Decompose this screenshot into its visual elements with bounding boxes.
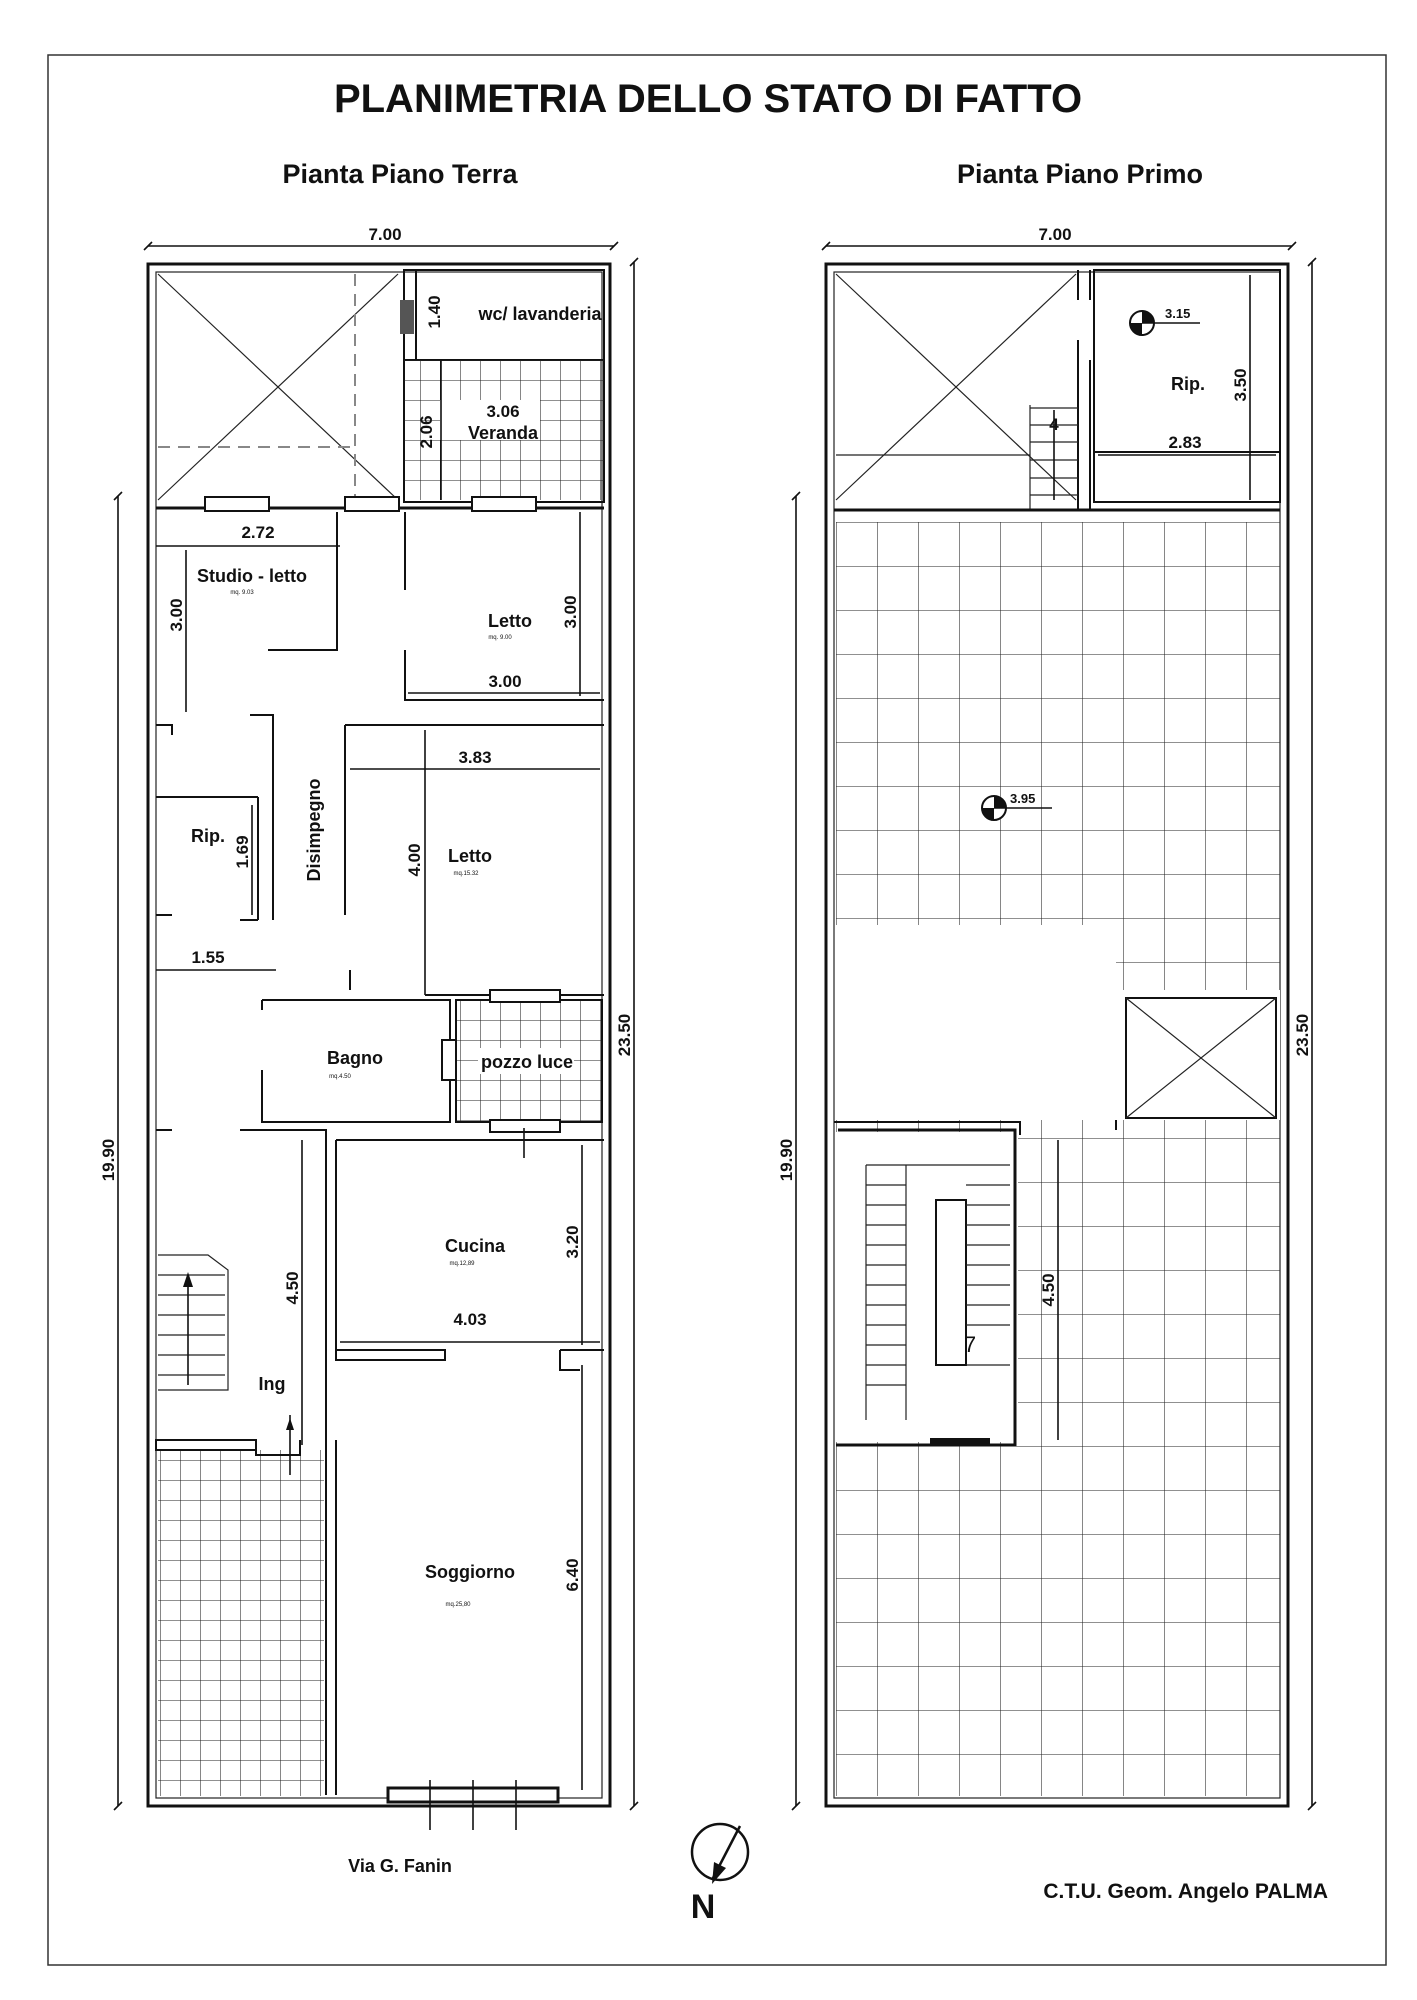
letto-2-height-dim: 4.00	[405, 843, 424, 877]
veranda-width-dim: 3.06	[486, 402, 520, 421]
soggiorno-height-dim: 6.40	[563, 1558, 582, 1592]
room-label-letto-1: Letto	[488, 611, 532, 631]
letto-1-width-dim: 3.00	[488, 672, 522, 691]
first-width-label: 7.00	[1038, 225, 1072, 244]
ground-left-length-label: 19.90	[99, 1138, 118, 1182]
north-label: N	[690, 1888, 716, 1926]
rip-first-width-dim: 2.83	[1168, 433, 1202, 452]
north-arrow-icon	[692, 1824, 748, 1884]
room-label-studio: Studio - letto	[197, 566, 307, 586]
room-label-cucina: Cucina	[444, 1236, 506, 1256]
soggiorno-area: mq.25,80	[445, 1602, 471, 1608]
letto-1-area: mq. 9.00	[488, 635, 512, 641]
cucina-area: mq.12,89	[449, 1261, 475, 1267]
wc-height-dim: 1.40	[425, 295, 444, 329]
ground-stairs	[158, 1255, 228, 1390]
signature: C.T.U. Geom. Angelo PALMA	[1043, 1880, 1328, 1903]
studio-height-dim: 3.00	[167, 598, 186, 632]
letto-2-area: mq.15.32	[453, 871, 479, 877]
cucina-width-dim: 4.03	[453, 1310, 487, 1329]
level-rip: 3.15	[1165, 306, 1191, 321]
level-terrace: 3.95	[1010, 791, 1036, 806]
first-floor-heading: Pianta Piano Primo	[956, 159, 1204, 189]
ground-floor-heading: Pianta Piano Terra	[282, 159, 518, 189]
ground-left-length-dimension	[99, 492, 122, 1810]
ground-right-length-dimension	[615, 258, 638, 1810]
ground-right-length-label: 23.50	[615, 1013, 634, 1057]
cucina-height-dim: 3.20	[563, 1225, 582, 1259]
ground-width-dimension	[144, 225, 618, 250]
stair-mark-top: 4	[1049, 415, 1059, 434]
first-left-length-label: 19.90	[777, 1138, 796, 1182]
street-label: Via G. Fanin	[348, 1856, 452, 1876]
rip-height-dim: 1.69	[233, 835, 252, 869]
page-title: PLANIMETRIA DELLO STATO DI FATTO	[333, 77, 1083, 121]
room-label-rip-first: Rip.	[1171, 374, 1205, 394]
ground-floor-plan	[99, 225, 638, 1876]
bagno-area: mq.4.50	[329, 1074, 351, 1080]
ground-width-label: 7.00	[368, 225, 402, 244]
first-floor-plan	[777, 225, 1316, 1810]
room-label-rip: Rip.	[191, 826, 225, 846]
room-label-ingresso: Ing	[258, 1374, 286, 1394]
stair-mark: 7	[963, 1332, 977, 1357]
room-label-letto-2: Letto	[448, 846, 492, 866]
room-label-veranda: Veranda	[467, 423, 539, 443]
first-right-length-dimension	[1293, 258, 1316, 1810]
room-label-wc: wc/ lavanderia	[478, 304, 602, 324]
room-label-pozzo-luce: pozzo luce	[480, 1052, 574, 1072]
ingresso-height-dim: 4.50	[283, 1271, 302, 1305]
letto-2-width-dim: 3.83	[458, 748, 492, 767]
letto-1-height-dim: 3.00	[561, 595, 580, 629]
rip-first-height-dim: 3.50	[1231, 368, 1250, 402]
room-label-disimpegno: Disimpegno	[304, 778, 324, 882]
first-width-dimension	[822, 225, 1296, 250]
first-top-stairs	[1030, 405, 1078, 510]
first-right-length-label: 23.50	[1293, 1013, 1312, 1057]
stair-height-dim: 4.50	[1039, 1273, 1058, 1307]
room-label-soggiorno: Soggiorno	[425, 1562, 515, 1582]
studio-area: mq. 9.03	[230, 590, 254, 596]
veranda-height-dim: 2.06	[417, 415, 436, 449]
rip-width-dim: 1.55	[191, 948, 225, 967]
studio-width-dim: 2.72	[241, 523, 275, 542]
room-label-bagno: Bagno	[327, 1048, 383, 1068]
first-left-length-dimension	[777, 492, 800, 1810]
